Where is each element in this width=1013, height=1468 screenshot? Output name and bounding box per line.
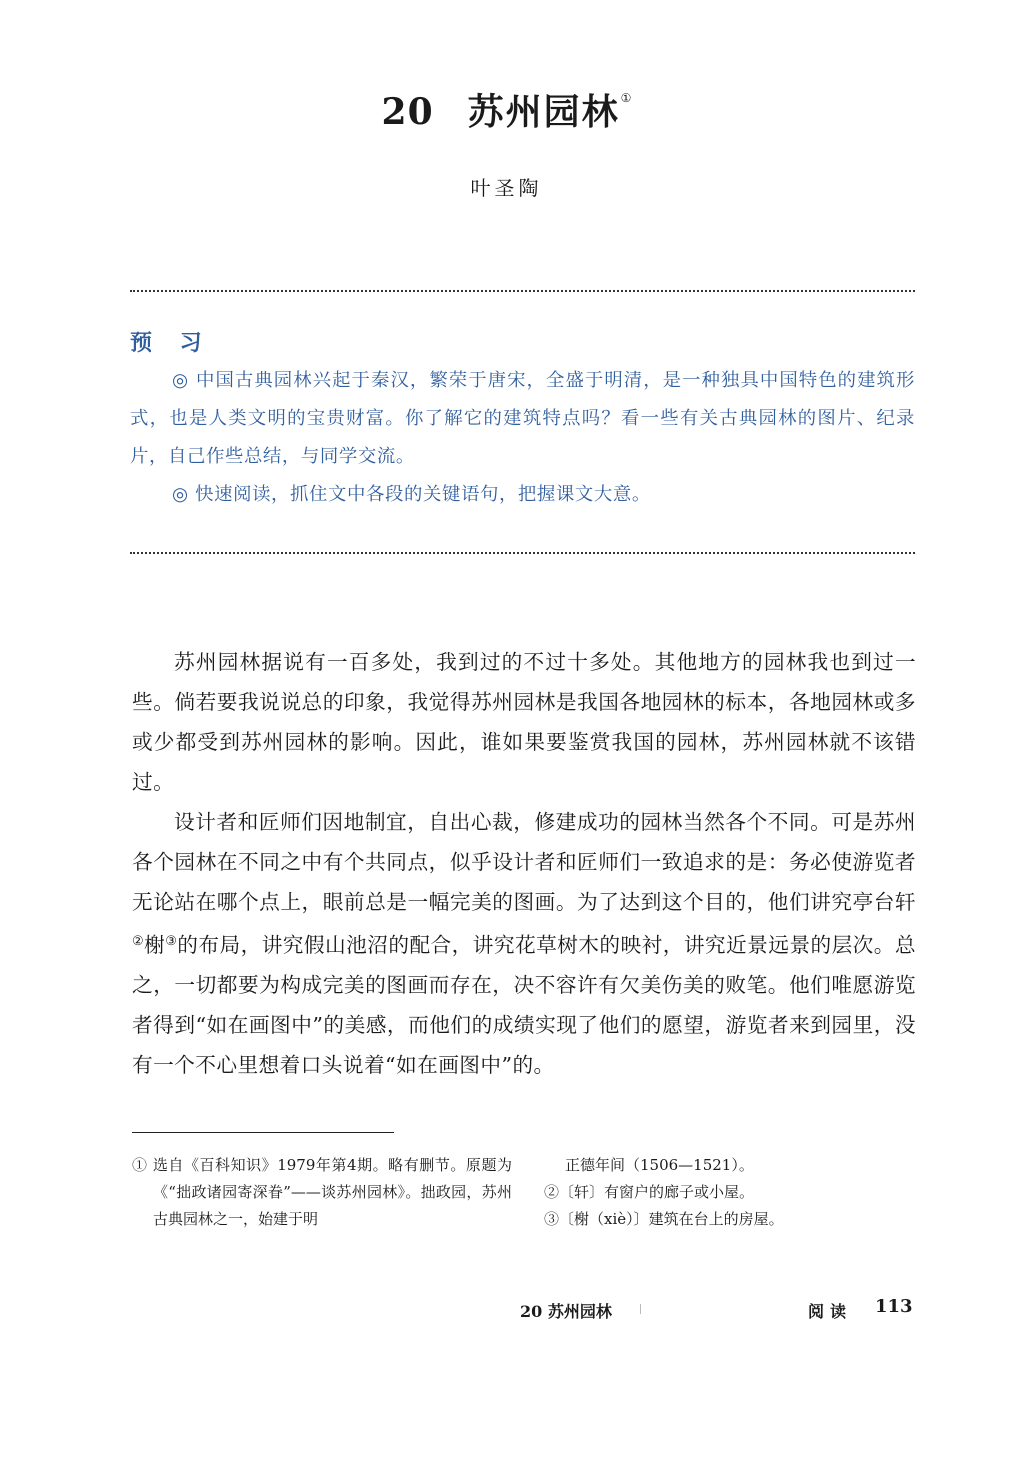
footnote-mark-3[interactable]: ③ xyxy=(165,934,178,949)
preview-top-divider xyxy=(130,290,915,292)
page-number: 113 xyxy=(875,1296,913,1317)
lesson-number: 20 xyxy=(381,91,434,133)
preview-heading: 预 习 xyxy=(130,330,212,356)
preview-box xyxy=(130,362,915,514)
lesson-title xyxy=(0,84,1013,135)
footnote-2: ②〔轩〕有窗户的廊子或小屋。 xyxy=(544,1183,755,1201)
preview-item-1: ◎ 中国古典园林兴起于秦汉，繁荣于唐宋，全盛于明清，是一种独具中国特色的建筑形式，也是人类文明的宝贵财富。你了解它的建筑特点吗？看一些有关古典园林的图片、纪录片，自己作些总结，与同学交流。 xyxy=(130,370,915,467)
word-xie: 榭 xyxy=(144,933,166,957)
lesson-title-text: 苏州园林 xyxy=(467,91,620,133)
footnote-1-continued: 正德年间（1506—1521）。 xyxy=(565,1156,754,1174)
footnote-mark-2[interactable]: ② xyxy=(132,934,145,949)
running-footer-title: 20 苏州园林 xyxy=(520,1302,612,1321)
preview-item-2: ◎ 快速阅读，抓住文中各段的关键语句，把握课文大意。 xyxy=(172,484,651,505)
article-body xyxy=(132,642,916,1085)
footer-divider-tick xyxy=(640,1304,641,1314)
body-paragraph-2-part-2: 的布局，讲究假山池沼的配合，讲究花草树木的映衬，讲究近景远景的层次。总之，一切都要为构成完美的图画而存在，决不容许有欠美伤美的败笔。他们唯愿游览者得到“如在画图中”的美感，而他们的成绩实现了他们的愿望，游览者来到园里，没有一个不心里想着口头说着“如在画图中”的。 xyxy=(132,933,916,1077)
preview-bottom-divider xyxy=(130,552,915,554)
running-footer-section: 阅读 xyxy=(808,1302,853,1321)
author-name: 叶圣陶 xyxy=(470,176,543,200)
footnote-3: ③〔榭（xiè）〕建筑在台上的房屋。 xyxy=(544,1210,784,1228)
footnote-rule xyxy=(132,1132,394,1133)
body-paragraph-2 xyxy=(132,802,916,1085)
title-footnote-mark[interactable]: ① xyxy=(620,91,632,105)
footnote-1: ① 选自《百科知识》1979年第4期。略有删节。原题为《“拙政诸园寄深眷”——谈苏州园林》。拙政园，苏州古典园林之一，始建于明 xyxy=(132,1156,512,1228)
body-paragraph-1: 苏州园林据说有一百多处，我到过的不过十多处。其他地方的园林我也到过一些。倘若要我说说总的印象，我觉得苏州园林是我国各地园林的标本，各地园林或多或少都受到苏州园林的影响。因此，谁如果要鉴赏我国的园林，苏州园林就不该错过。 xyxy=(132,650,916,794)
body-paragraph-2-part-1: 设计者和匠师们因地制宜，自出心裁，修建成功的园林当然各个不同。可是苏州各个园林在不同之中有个共同点，似乎设计者和匠师们一致追求的是：务必使游览者无论站在哪个点上，眼前总是一幅完美的图画。为了达到这个目的，他们讲究亭台轩 xyxy=(132,810,916,914)
